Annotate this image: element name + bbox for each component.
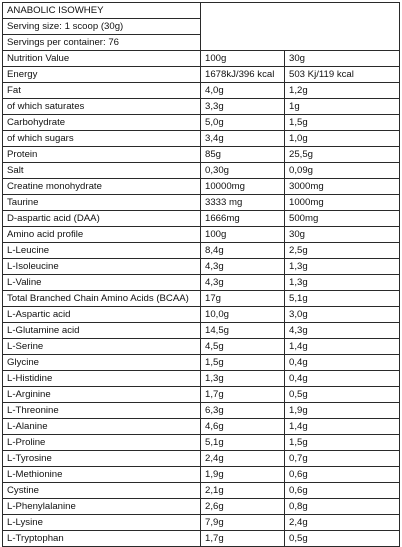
nutrient-name: of which saturates bbox=[3, 99, 201, 115]
nutrient-name: L-Aspartic acid bbox=[3, 307, 201, 323]
nutrient-name: L-Lysine bbox=[3, 515, 201, 531]
value-per-serving: 3000mg bbox=[285, 179, 400, 195]
value-per-serving: 1,3g bbox=[285, 259, 400, 275]
table-row bbox=[3, 163, 400, 179]
value-per-100g: 6,3g bbox=[201, 403, 285, 419]
value-per-100g: 14,5g bbox=[201, 323, 285, 339]
value-per-serving: 1,2g bbox=[285, 83, 400, 99]
nutrient-name: Energy bbox=[3, 67, 201, 83]
value-per-serving: 1,4g bbox=[285, 419, 400, 435]
value-per-serving: 3,0g bbox=[285, 307, 400, 323]
value-per-100g: 4,0g bbox=[201, 83, 285, 99]
nutrient-name: L-Leucine bbox=[3, 243, 201, 259]
value-per-serving: 2,4g bbox=[285, 515, 400, 531]
value-per-100g: 4,5g bbox=[201, 339, 285, 355]
value-per-100g: 2,1g bbox=[201, 483, 285, 499]
value-per-100g: 1,5g bbox=[201, 355, 285, 371]
table-row bbox=[3, 67, 400, 83]
table-row bbox=[3, 291, 400, 307]
column-header-per-serving: 30g bbox=[285, 51, 400, 67]
value-per-100g: 2,6g bbox=[201, 499, 285, 515]
nutrient-name: L-Proline bbox=[3, 435, 201, 451]
value-per-100g: 3,4g bbox=[201, 131, 285, 147]
table-row bbox=[3, 99, 400, 115]
value-per-serving: 0,6g bbox=[285, 483, 400, 499]
nutrient-name: L-Tyrosine bbox=[3, 451, 201, 467]
value-per-100g: 7,9g bbox=[201, 515, 285, 531]
value-per-serving: 0,4g bbox=[285, 355, 400, 371]
value-per-100g: 1666mg bbox=[201, 211, 285, 227]
nutrient-name: Cystine bbox=[3, 483, 201, 499]
table-row bbox=[3, 195, 400, 211]
table-row bbox=[3, 83, 400, 99]
value-per-100g: 10,0g bbox=[201, 307, 285, 323]
value-per-serving: 0,8g bbox=[285, 499, 400, 515]
serving-size-row bbox=[3, 19, 400, 35]
table-row bbox=[3, 531, 400, 547]
table-row bbox=[3, 483, 400, 499]
table-row bbox=[3, 307, 400, 323]
header-blank-area bbox=[201, 35, 400, 51]
nutrient-name: L-Methionine bbox=[3, 467, 201, 483]
table-row bbox=[3, 403, 400, 419]
value-per-serving: 1,0g bbox=[285, 131, 400, 147]
header-blank-area bbox=[201, 19, 400, 35]
value-per-serving: 30g bbox=[285, 227, 400, 243]
nutrient-name: Protein bbox=[3, 147, 201, 163]
value-per-100g: 4,3g bbox=[201, 259, 285, 275]
table-row bbox=[3, 227, 400, 243]
value-per-100g: 1,9g bbox=[201, 467, 285, 483]
table-row bbox=[3, 179, 400, 195]
table-row bbox=[3, 355, 400, 371]
value-per-100g: 85g bbox=[201, 147, 285, 163]
nutrient-name: Salt bbox=[3, 163, 201, 179]
column-header-row bbox=[3, 51, 400, 67]
value-per-serving: 1,4g bbox=[285, 339, 400, 355]
column-header-per-100g: 100g bbox=[201, 51, 285, 67]
nutrient-name: L-Alanine bbox=[3, 419, 201, 435]
table-row bbox=[3, 323, 400, 339]
value-per-serving: 1g bbox=[285, 99, 400, 115]
value-per-100g: 4,6g bbox=[201, 419, 285, 435]
nutrient-name: Total Branched Chain Amino Acids (BCAA) bbox=[3, 291, 201, 307]
nutrient-name: L-Arginine bbox=[3, 387, 201, 403]
value-per-100g: 3333 mg bbox=[201, 195, 285, 211]
nutrient-name: Creatine monohydrate bbox=[3, 179, 201, 195]
nutrient-name: D-aspartic acid (DAA) bbox=[3, 211, 201, 227]
value-per-serving: 0,5g bbox=[285, 531, 400, 547]
nutrient-name: L-Serine bbox=[3, 339, 201, 355]
table-row bbox=[3, 115, 400, 131]
value-per-100g: 5,0g bbox=[201, 115, 285, 131]
value-per-100g: 1,3g bbox=[201, 371, 285, 387]
nutrient-name: L-Threonine bbox=[3, 403, 201, 419]
header-blank-area bbox=[201, 3, 400, 19]
nutrient-name: Amino acid profile bbox=[3, 227, 201, 243]
value-per-100g: 8,4g bbox=[201, 243, 285, 259]
value-per-serving: 1,9g bbox=[285, 403, 400, 419]
value-per-serving: 25,5g bbox=[285, 147, 400, 163]
table-row bbox=[3, 243, 400, 259]
nutrition-table-body bbox=[3, 3, 400, 547]
nutrient-name: Taurine bbox=[3, 195, 201, 211]
value-per-100g: 5,1g bbox=[201, 435, 285, 451]
nutrient-name: L-Tryptophan bbox=[3, 531, 201, 547]
value-per-100g: 1,7g bbox=[201, 387, 285, 403]
servings-per-container: Servings per container: 76 bbox=[3, 35, 201, 51]
nutrient-name: Glycine bbox=[3, 355, 201, 371]
serving-size: Serving size: 1 scoop (30g) bbox=[3, 19, 201, 35]
value-per-serving: 0,5g bbox=[285, 387, 400, 403]
value-per-100g: 1678kJ/396 kcal bbox=[201, 67, 285, 83]
column-header-label: Nutrition Value bbox=[3, 51, 201, 67]
nutrient-name: Carbohydrate bbox=[3, 115, 201, 131]
value-per-serving: 500mg bbox=[285, 211, 400, 227]
nutrient-name: Fat bbox=[3, 83, 201, 99]
table-row bbox=[3, 515, 400, 531]
table-row bbox=[3, 259, 400, 275]
table-row bbox=[3, 435, 400, 451]
nutrient-name: L-Glutamine acid bbox=[3, 323, 201, 339]
table-row bbox=[3, 131, 400, 147]
value-per-serving: 4,3g bbox=[285, 323, 400, 339]
table-row bbox=[3, 339, 400, 355]
value-per-serving: 0,6g bbox=[285, 467, 400, 483]
value-per-100g: 17g bbox=[201, 291, 285, 307]
value-per-serving: 503 Kj/119 kcal bbox=[285, 67, 400, 83]
product-name: ANABOLIC ISOWHEY bbox=[3, 3, 201, 19]
table-row bbox=[3, 147, 400, 163]
value-per-serving: 0,4g bbox=[285, 371, 400, 387]
table-row bbox=[3, 211, 400, 227]
value-per-100g: 1,7g bbox=[201, 531, 285, 547]
table-row bbox=[3, 387, 400, 403]
value-per-100g: 3,3g bbox=[201, 99, 285, 115]
table-row bbox=[3, 419, 400, 435]
product-name-row bbox=[3, 3, 400, 19]
value-per-serving: 1,3g bbox=[285, 275, 400, 291]
value-per-100g: 4,3g bbox=[201, 275, 285, 291]
nutrient-name: of which sugars bbox=[3, 131, 201, 147]
nutrition-table bbox=[2, 2, 400, 547]
value-per-serving: 2,5g bbox=[285, 243, 400, 259]
nutrient-name: L-Isoleucine bbox=[3, 259, 201, 275]
value-per-serving: 5,1g bbox=[285, 291, 400, 307]
table-row bbox=[3, 499, 400, 515]
table-row bbox=[3, 467, 400, 483]
value-per-serving: 1000mg bbox=[285, 195, 400, 211]
table-row bbox=[3, 371, 400, 387]
value-per-100g: 0,30g bbox=[201, 163, 285, 179]
value-per-serving: 0,7g bbox=[285, 451, 400, 467]
nutrient-name: L-Histidine bbox=[3, 371, 201, 387]
value-per-serving: 0,09g bbox=[285, 163, 400, 179]
value-per-serving: 1,5g bbox=[285, 435, 400, 451]
nutrient-name: L-Valine bbox=[3, 275, 201, 291]
table-row bbox=[3, 275, 400, 291]
value-per-100g: 2,4g bbox=[201, 451, 285, 467]
value-per-100g: 10000mg bbox=[201, 179, 285, 195]
value-per-serving: 1,5g bbox=[285, 115, 400, 131]
table-row bbox=[3, 451, 400, 467]
nutrient-name: L-Phenylalanine bbox=[3, 499, 201, 515]
value-per-100g: 100g bbox=[201, 227, 285, 243]
servings-per-container-row bbox=[3, 35, 400, 51]
